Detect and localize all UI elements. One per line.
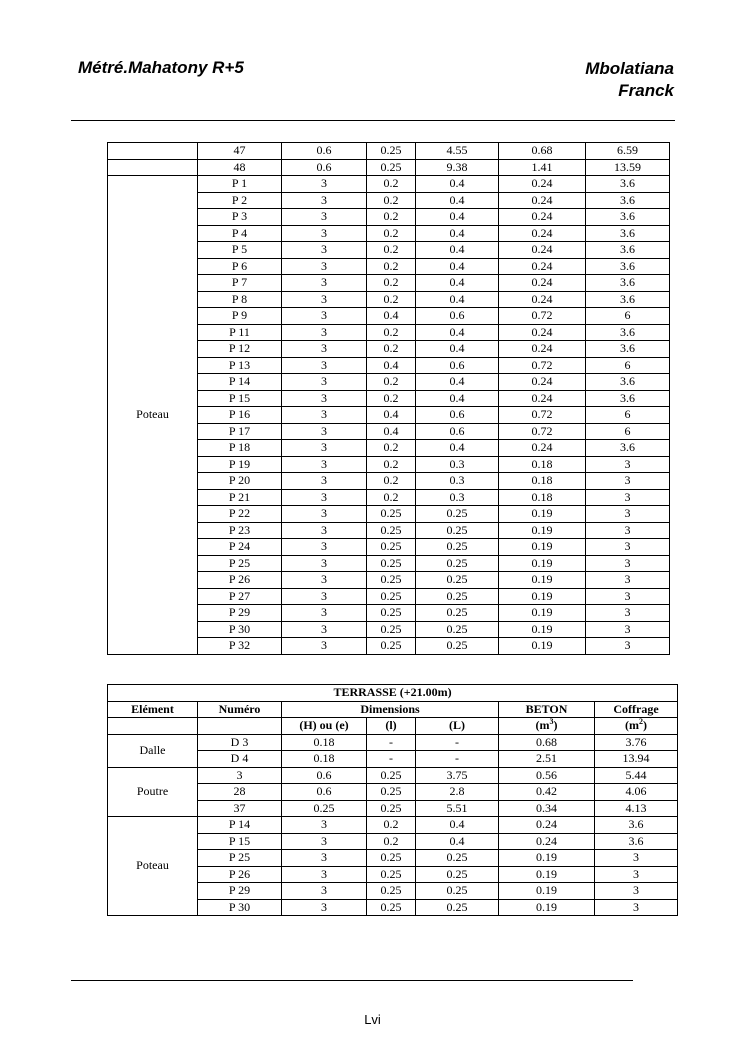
header-numero: Numéro bbox=[198, 701, 282, 718]
cell-h: 3 bbox=[282, 440, 367, 457]
cell-l-small: 0.2 bbox=[367, 374, 416, 391]
cell-l-big: 5.51 bbox=[416, 800, 499, 817]
cell-beton: 0.24 bbox=[499, 209, 586, 226]
header-beton-unit: $(m^3)$ bbox=[499, 718, 595, 735]
cell-h: 3 bbox=[282, 258, 367, 275]
header-l-small: (l) bbox=[367, 718, 416, 735]
cell-coffrage: 3 bbox=[586, 473, 670, 490]
cell-beton: 0.34 bbox=[499, 800, 595, 817]
cell-l-big: 0.25 bbox=[416, 605, 499, 622]
cell-coffrage: 3 bbox=[586, 539, 670, 556]
cell-beton: 0.42 bbox=[499, 784, 595, 801]
cell-l-big: 0.25 bbox=[416, 506, 499, 523]
cell-coffrage: 3.6 bbox=[595, 817, 678, 834]
cell-l-big: 0.4 bbox=[416, 176, 499, 193]
cell-numero: P 14 bbox=[198, 374, 282, 391]
cell-h: 0.18 bbox=[282, 751, 367, 768]
cell-coffrage: 4.13 bbox=[595, 800, 678, 817]
cell-h: 3 bbox=[282, 817, 367, 834]
cell-l-big: 0.25 bbox=[416, 850, 499, 867]
cell-coffrage: 3 bbox=[586, 489, 670, 506]
cell-l-big: 0.4 bbox=[416, 817, 499, 834]
cell-numero: P 2 bbox=[198, 192, 282, 209]
cell-l-small: 0.2 bbox=[367, 291, 416, 308]
cell-l-small: 0.25 bbox=[367, 605, 416, 622]
cell-l-small: 0.2 bbox=[367, 456, 416, 473]
cell-coffrage: 3.6 bbox=[586, 209, 670, 226]
cell-numero: P 20 bbox=[198, 473, 282, 490]
cell-beton: 0.24 bbox=[499, 258, 586, 275]
cell-l-big: 0.4 bbox=[416, 209, 499, 226]
cell-numero: P 3 bbox=[198, 209, 282, 226]
cell-numero: P 23 bbox=[198, 522, 282, 539]
cell-numero: P 32 bbox=[198, 638, 282, 655]
cell-numero: P 29 bbox=[198, 883, 282, 900]
cell-beton: 0.19 bbox=[499, 621, 586, 638]
header-author bbox=[524, 58, 674, 102]
cell-h: 3 bbox=[282, 883, 367, 900]
cell-beton: 0.56 bbox=[499, 767, 595, 784]
cell-beton: 0.19 bbox=[499, 866, 595, 883]
cell-coffrage: 6.59 bbox=[586, 143, 670, 160]
cell-numero: P 26 bbox=[198, 866, 282, 883]
cell-coffrage: 3.6 bbox=[586, 324, 670, 341]
cell-l-big: 0.6 bbox=[416, 308, 499, 325]
cell-l-big: 0.3 bbox=[416, 489, 499, 506]
table-terrasse bbox=[107, 684, 678, 916]
cell-l-big: 0.4 bbox=[416, 225, 499, 242]
cell-l-big: 0.4 bbox=[416, 258, 499, 275]
cell-h: 3 bbox=[282, 850, 367, 867]
cell-coffrage: 3.6 bbox=[586, 275, 670, 292]
cell-beton: 0.19 bbox=[499, 605, 586, 622]
cell-l-small: 0.25 bbox=[367, 506, 416, 523]
cell-h: 3 bbox=[282, 522, 367, 539]
cell-beton: 0.24 bbox=[499, 275, 586, 292]
cell-h: 3 bbox=[282, 407, 367, 424]
cell-l-small: 0.25 bbox=[367, 159, 416, 176]
cell-numero: P 7 bbox=[198, 275, 282, 292]
cell-element-empty bbox=[108, 143, 198, 160]
cell-h: 0.6 bbox=[282, 767, 367, 784]
cell-coffrage: 4.06 bbox=[595, 784, 678, 801]
cell-l-big: 0.4 bbox=[416, 275, 499, 292]
cell-numero: P 4 bbox=[198, 225, 282, 242]
cell-beton: 0.19 bbox=[499, 899, 595, 916]
cell-numero: P 26 bbox=[198, 572, 282, 589]
header-blank bbox=[108, 718, 198, 735]
cell-element-empty bbox=[108, 159, 198, 176]
cell-coffrage: 3.76 bbox=[595, 734, 678, 751]
cell-coffrage: 3.6 bbox=[586, 374, 670, 391]
cell-coffrage: 3 bbox=[595, 850, 678, 867]
cell-numero: P 19 bbox=[198, 456, 282, 473]
cell-h: 3 bbox=[282, 506, 367, 523]
cell-l-small: 0.4 bbox=[367, 308, 416, 325]
cell-numero: D 4 bbox=[198, 751, 282, 768]
cell-coffrage: 3.6 bbox=[586, 176, 670, 193]
cell-h: 3 bbox=[282, 621, 367, 638]
cell-l-big: 0.25 bbox=[416, 539, 499, 556]
cell-l-small: 0.2 bbox=[367, 258, 416, 275]
table-title: TERRASSE (+21.00m) bbox=[108, 685, 678, 702]
cell-h: 3 bbox=[282, 291, 367, 308]
cell-beton: 0.24 bbox=[499, 440, 586, 457]
cell-coffrage: 3.6 bbox=[586, 242, 670, 259]
cell-numero: P 15 bbox=[198, 833, 282, 850]
cell-numero: P 6 bbox=[198, 258, 282, 275]
cell-beton: 1.41 bbox=[499, 159, 586, 176]
cell-numero: 47 bbox=[198, 143, 282, 160]
cell-h: 3 bbox=[282, 489, 367, 506]
cell-l-big: 0.25 bbox=[416, 899, 499, 916]
cell-h: 3 bbox=[282, 242, 367, 259]
cell-numero: P 9 bbox=[198, 308, 282, 325]
cell-coffrage: 3.6 bbox=[586, 390, 670, 407]
cell-l-small: 0.25 bbox=[367, 899, 416, 916]
cell-element-group: Dalle bbox=[108, 734, 198, 767]
cell-l-small: 0.25 bbox=[367, 143, 416, 160]
cell-coffrage: 3 bbox=[586, 588, 670, 605]
cell-beton: 0.24 bbox=[499, 192, 586, 209]
cell-h: 3 bbox=[282, 473, 367, 490]
cell-element-group: Poutre bbox=[108, 767, 198, 817]
cell-h: 0.6 bbox=[282, 784, 367, 801]
cell-l-small: 0.2 bbox=[367, 275, 416, 292]
cell-coffrage: 3 bbox=[586, 506, 670, 523]
page-number: Lvi bbox=[364, 1012, 381, 1027]
cell-beton: 0.24 bbox=[499, 341, 586, 358]
header-author-line1: Mbolatiana bbox=[585, 59, 674, 78]
footer-rule bbox=[71, 980, 633, 981]
cell-coffrage: 3.6 bbox=[595, 833, 678, 850]
cell-element-group: Poteau bbox=[108, 817, 198, 916]
cell-l-big: 0.25 bbox=[416, 555, 499, 572]
cell-numero: 48 bbox=[198, 159, 282, 176]
cell-coffrage: 3 bbox=[586, 605, 670, 622]
cell-numero: P 29 bbox=[198, 605, 282, 622]
cell-coffrage: 3 bbox=[595, 899, 678, 916]
cell-numero: P 13 bbox=[198, 357, 282, 374]
cell-l-small: 0.25 bbox=[367, 572, 416, 589]
cell-h: 3 bbox=[282, 225, 367, 242]
cell-beton: 0.24 bbox=[499, 225, 586, 242]
cell-l-small: 0.25 bbox=[367, 800, 416, 817]
cell-beton: 0.18 bbox=[499, 456, 586, 473]
cell-numero: P 1 bbox=[198, 176, 282, 193]
cell-beton: 0.19 bbox=[499, 572, 586, 589]
cell-numero: P 15 bbox=[198, 390, 282, 407]
cell-beton: 0.72 bbox=[499, 357, 586, 374]
cell-beton: 0.24 bbox=[499, 374, 586, 391]
cell-l-big: 0.25 bbox=[416, 572, 499, 589]
cell-numero: P 27 bbox=[198, 588, 282, 605]
cell-l-small: 0.2 bbox=[367, 225, 416, 242]
table-row bbox=[108, 159, 670, 176]
cell-numero: P 5 bbox=[198, 242, 282, 259]
cell-numero: P 21 bbox=[198, 489, 282, 506]
cell-l-small: 0.25 bbox=[367, 555, 416, 572]
cell-beton: 0.24 bbox=[499, 817, 595, 834]
cell-l-small: 0.25 bbox=[367, 850, 416, 867]
cell-l-small: 0.4 bbox=[367, 423, 416, 440]
cell-l-big: 0.6 bbox=[416, 357, 499, 374]
cell-l-big: 0.25 bbox=[416, 883, 499, 900]
cell-numero: P 14 bbox=[198, 817, 282, 834]
cell-beton: 0.72 bbox=[499, 423, 586, 440]
header-author-line2: Franck bbox=[618, 81, 674, 100]
cell-numero: P 22 bbox=[198, 506, 282, 523]
cell-h: 3 bbox=[282, 390, 367, 407]
cell-l-small: 0.25 bbox=[367, 883, 416, 900]
cell-coffrage: 3 bbox=[586, 456, 670, 473]
cell-beton: 0.19 bbox=[499, 555, 586, 572]
cell-l-big: 0.3 bbox=[416, 473, 499, 490]
cell-coffrage: 3.6 bbox=[586, 291, 670, 308]
cell-l-small: 0.25 bbox=[367, 784, 416, 801]
cell-beton: 0.19 bbox=[499, 638, 586, 655]
cell-coffrage: 3 bbox=[586, 621, 670, 638]
cell-h: 3 bbox=[282, 308, 367, 325]
cell-numero: P 25 bbox=[198, 555, 282, 572]
cell-l-big: 0.6 bbox=[416, 423, 499, 440]
cell-h: 0.6 bbox=[282, 159, 367, 176]
cell-h: 3 bbox=[282, 324, 367, 341]
cell-beton: 0.68 bbox=[499, 143, 586, 160]
header-h: (H) ou (e) bbox=[282, 718, 367, 735]
cell-h: 3 bbox=[282, 275, 367, 292]
cell-h: 3 bbox=[282, 555, 367, 572]
cell-l-big: 9.38 bbox=[416, 159, 499, 176]
cell-coffrage: 6 bbox=[586, 407, 670, 424]
cell-h: 3 bbox=[282, 209, 367, 226]
cell-h: 3 bbox=[282, 374, 367, 391]
cell-l-big: 0.4 bbox=[416, 192, 499, 209]
cell-coffrage: 3.6 bbox=[586, 258, 670, 275]
table-continued bbox=[107, 142, 670, 655]
cell-numero: P 18 bbox=[198, 440, 282, 457]
cell-l-big: 0.25 bbox=[416, 621, 499, 638]
cell-beton: 0.72 bbox=[499, 308, 586, 325]
cell-beton: 0.72 bbox=[499, 407, 586, 424]
cell-l-big: - bbox=[416, 734, 499, 751]
cell-numero: P 12 bbox=[198, 341, 282, 358]
table-row bbox=[108, 817, 678, 834]
header-element: Elément bbox=[108, 701, 198, 718]
cell-element-group: Poteau bbox=[108, 176, 198, 655]
cell-l-big: 0.6 bbox=[416, 407, 499, 424]
cell-l-big: 0.25 bbox=[416, 588, 499, 605]
table-row bbox=[108, 176, 670, 193]
cell-l-small: - bbox=[367, 734, 416, 751]
cell-l-small: 0.25 bbox=[367, 638, 416, 655]
cell-h: 3 bbox=[282, 866, 367, 883]
cell-numero: 28 bbox=[198, 784, 282, 801]
cell-l-small: 0.2 bbox=[367, 833, 416, 850]
header-title: Métré.Mahatony R+5 bbox=[78, 58, 244, 77]
cell-l-big: 0.4 bbox=[416, 242, 499, 259]
cell-l-small: 0.2 bbox=[367, 473, 416, 490]
cell-l-big: 0.4 bbox=[416, 324, 499, 341]
cell-l-small: 0.2 bbox=[367, 209, 416, 226]
cell-numero: D 3 bbox=[198, 734, 282, 751]
cell-beton: 0.24 bbox=[499, 833, 595, 850]
cell-coffrage: 3 bbox=[586, 522, 670, 539]
cell-h: 3 bbox=[282, 833, 367, 850]
cell-l-big: 3.75 bbox=[416, 767, 499, 784]
cell-l-small: 0.2 bbox=[367, 440, 416, 457]
cell-beton: 0.68 bbox=[499, 734, 595, 751]
cell-l-small: 0.25 bbox=[367, 522, 416, 539]
cell-l-small: 0.2 bbox=[367, 242, 416, 259]
cell-l-small: 0.4 bbox=[367, 407, 416, 424]
cell-l-small: 0.2 bbox=[367, 817, 416, 834]
cell-l-small: 0.2 bbox=[367, 324, 416, 341]
cell-numero: P 17 bbox=[198, 423, 282, 440]
table-row bbox=[108, 734, 678, 751]
header-dimensions: Dimensions bbox=[282, 701, 499, 718]
cell-beton: 0.24 bbox=[499, 291, 586, 308]
cell-beton: 0.18 bbox=[499, 473, 586, 490]
cell-h: 3 bbox=[282, 341, 367, 358]
cell-h: 3 bbox=[282, 899, 367, 916]
header-beton: BETON bbox=[499, 701, 595, 718]
cell-numero: P 30 bbox=[198, 621, 282, 638]
cell-numero: 3 bbox=[198, 767, 282, 784]
cell-l-small: 0.4 bbox=[367, 357, 416, 374]
header-coffrage-unit: $(m^2)$ bbox=[595, 718, 678, 735]
cell-beton: 0.19 bbox=[499, 506, 586, 523]
cell-h: 3 bbox=[282, 572, 367, 589]
cell-numero: P 8 bbox=[198, 291, 282, 308]
cell-h: 3 bbox=[282, 423, 367, 440]
header-l-big: (L) bbox=[416, 718, 499, 735]
cell-coffrage: 3.6 bbox=[586, 440, 670, 457]
cell-l-big: 0.3 bbox=[416, 456, 499, 473]
cell-l-big: 2.8 bbox=[416, 784, 499, 801]
cell-coffrage: 3.6 bbox=[586, 341, 670, 358]
cell-coffrage: 3 bbox=[586, 572, 670, 589]
cell-l-big: 0.4 bbox=[416, 390, 499, 407]
cell-beton: 0.19 bbox=[499, 883, 595, 900]
cell-h: 0.18 bbox=[282, 734, 367, 751]
cell-coffrage: 3 bbox=[595, 866, 678, 883]
cell-l-big: - bbox=[416, 751, 499, 768]
cell-coffrage: 3 bbox=[595, 883, 678, 900]
cell-l-small: 0.2 bbox=[367, 489, 416, 506]
cell-l-big: 0.4 bbox=[416, 341, 499, 358]
cell-l-big: 0.4 bbox=[416, 291, 499, 308]
cell-h: 0.25 bbox=[282, 800, 367, 817]
cell-h: 3 bbox=[282, 456, 367, 473]
cell-l-big: 0.4 bbox=[416, 833, 499, 850]
cell-coffrage: 3 bbox=[586, 638, 670, 655]
cell-l-small: 0.25 bbox=[367, 767, 416, 784]
cell-l-big: 4.55 bbox=[416, 143, 499, 160]
cell-l-small: 0.25 bbox=[367, 539, 416, 556]
cell-l-small: 0.2 bbox=[367, 341, 416, 358]
cell-beton: 2.51 bbox=[499, 751, 595, 768]
cell-h: 3 bbox=[282, 605, 367, 622]
header-coffrage: Coffrage bbox=[595, 701, 678, 718]
header-blank bbox=[198, 718, 282, 735]
cell-h: 3 bbox=[282, 539, 367, 556]
cell-numero: P 30 bbox=[198, 899, 282, 916]
cell-h: 3 bbox=[282, 357, 367, 374]
cell-l-small: 0.25 bbox=[367, 866, 416, 883]
cell-coffrage: 13.94 bbox=[595, 751, 678, 768]
cell-coffrage: 5.44 bbox=[595, 767, 678, 784]
cell-h: 0.6 bbox=[282, 143, 367, 160]
cell-h: 3 bbox=[282, 176, 367, 193]
cell-l-small: 0.2 bbox=[367, 192, 416, 209]
cell-coffrage: 3 bbox=[586, 555, 670, 572]
cell-l-big: 0.4 bbox=[416, 440, 499, 457]
cell-l-big: 0.25 bbox=[416, 522, 499, 539]
cell-l-small: 0.2 bbox=[367, 390, 416, 407]
cell-coffrage: 13.59 bbox=[586, 159, 670, 176]
cell-beton: 0.24 bbox=[499, 242, 586, 259]
cell-l-small: 0.2 bbox=[367, 176, 416, 193]
cell-beton: 0.19 bbox=[499, 539, 586, 556]
cell-coffrage: 6 bbox=[586, 308, 670, 325]
cell-beton: 0.18 bbox=[499, 489, 586, 506]
cell-h: 3 bbox=[282, 638, 367, 655]
cell-beton: 0.19 bbox=[499, 522, 586, 539]
cell-numero: P 24 bbox=[198, 539, 282, 556]
cell-beton: 0.24 bbox=[499, 390, 586, 407]
cell-l-big: 0.4 bbox=[416, 374, 499, 391]
cell-h: 3 bbox=[282, 588, 367, 605]
cell-l-big: 0.25 bbox=[416, 638, 499, 655]
cell-l-small: 0.25 bbox=[367, 588, 416, 605]
cell-beton: 0.24 bbox=[499, 176, 586, 193]
cell-coffrage: 3.6 bbox=[586, 192, 670, 209]
header-rule bbox=[71, 120, 675, 121]
cell-beton: 0.24 bbox=[499, 324, 586, 341]
cell-coffrage: 6 bbox=[586, 423, 670, 440]
cell-numero: 37 bbox=[198, 800, 282, 817]
cell-numero: P 11 bbox=[198, 324, 282, 341]
cell-h: 3 bbox=[282, 192, 367, 209]
cell-beton: 0.19 bbox=[499, 588, 586, 605]
cell-beton: 0.19 bbox=[499, 850, 595, 867]
cell-l-big: 0.25 bbox=[416, 866, 499, 883]
table-row bbox=[108, 767, 678, 784]
cell-coffrage: 3.6 bbox=[586, 225, 670, 242]
cell-numero: P 16 bbox=[198, 407, 282, 424]
cell-l-small: - bbox=[367, 751, 416, 768]
cell-coffrage: 6 bbox=[586, 357, 670, 374]
cell-l-small: 0.25 bbox=[367, 621, 416, 638]
table-row bbox=[108, 143, 670, 160]
cell-numero: P 25 bbox=[198, 850, 282, 867]
